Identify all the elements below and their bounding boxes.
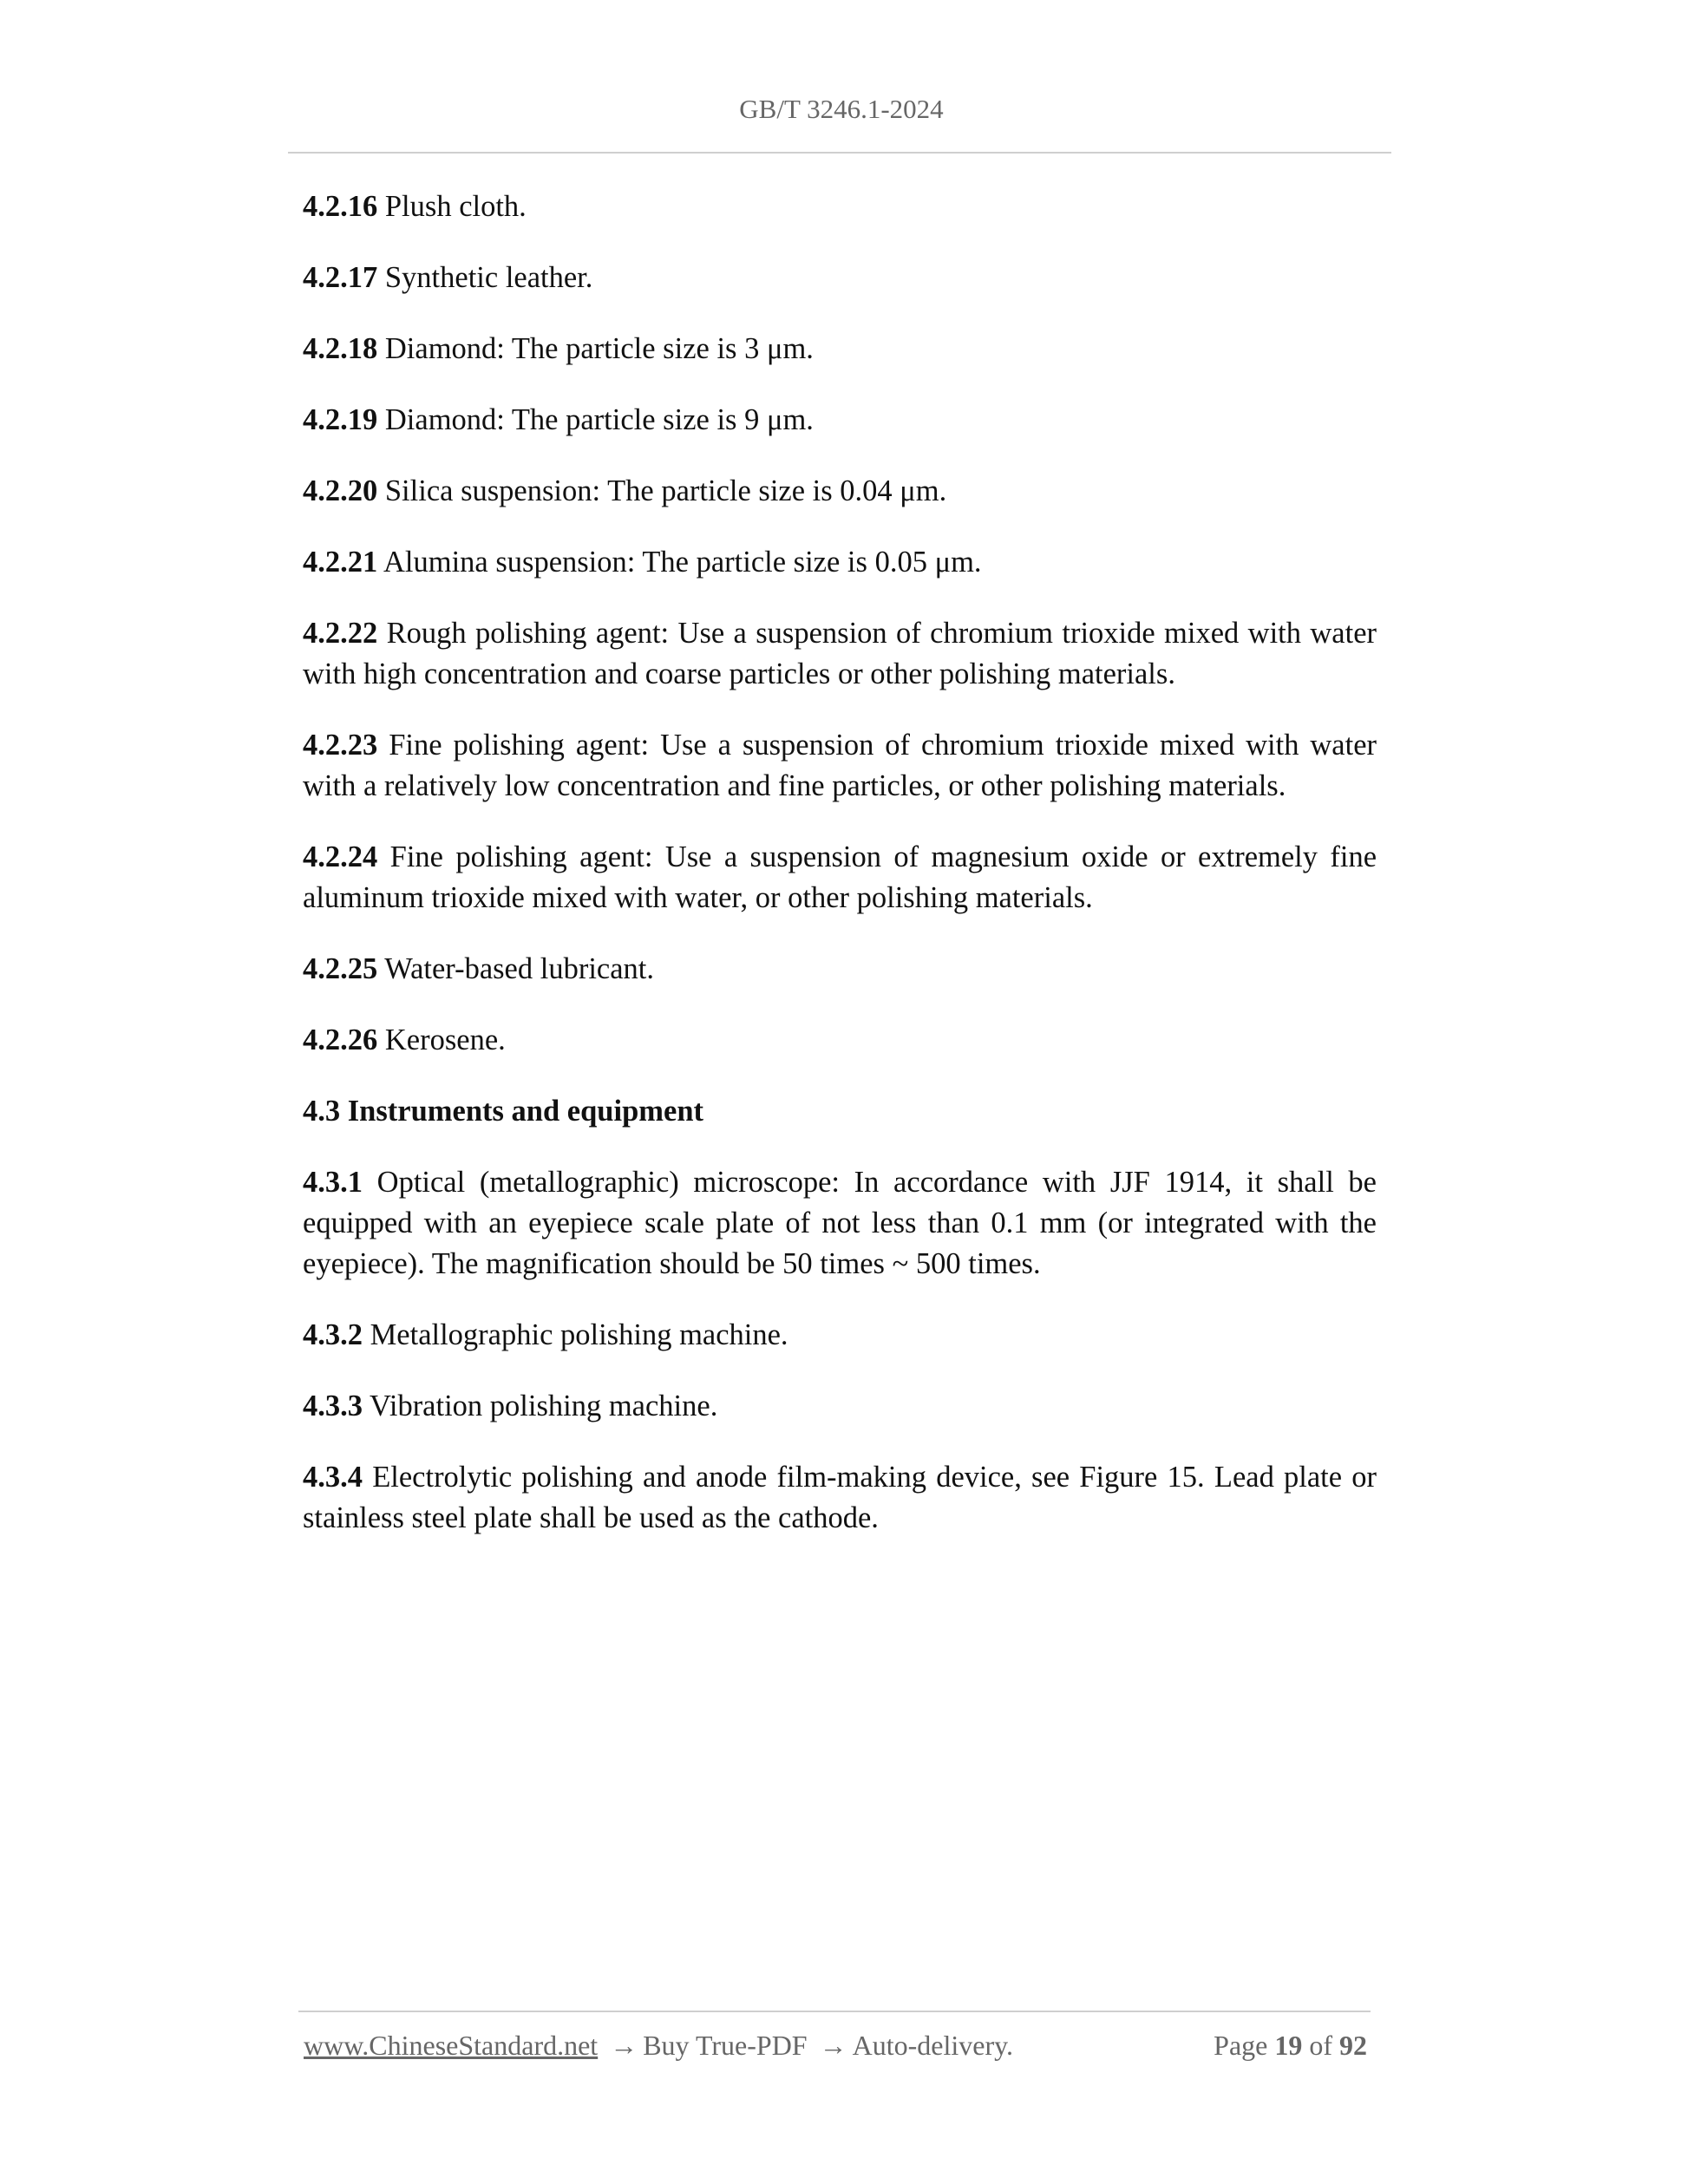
clause-4-3-1: [303, 1162, 1377, 1285]
clause-number: 4.2.25: [303, 952, 378, 985]
buy-pdf-text: Buy True-PDF: [643, 2030, 808, 2061]
clause-text: Optical (metallographic) microscope: In accordance with JJF 1914, it shall be equipped with an eyepiece scale plate of not less than 0.1 mm (or integrated with the eyepiece). The magnification should be 50 times ~ 500 times.: [303, 1166, 1377, 1280]
clause-text: Metallographic polishing machine.: [370, 1318, 788, 1351]
page-number: [1214, 2030, 1367, 2062]
clause-number: 4.3.1: [303, 1166, 363, 1199]
clause-text: Fine polishing agent: Use a suspension of chromium trioxide mixed with water with a relatively low concentration and fine particles, or other polishing materials.: [303, 729, 1377, 802]
clause-text: Water-based lubricant.: [384, 952, 654, 985]
footer-promo: [304, 2030, 1013, 2062]
clause-4-3-4: [303, 1457, 1377, 1539]
clause-number: 4.2.23: [303, 729, 378, 762]
section-heading-4-3: 4.3 Instruments and equipment: [303, 1095, 703, 1128]
clause-number: 4.2.22: [303, 617, 378, 650]
page-current: 19: [1274, 2030, 1303, 2061]
clause-4-2-21: [303, 542, 1377, 583]
clause-4-3-3: [303, 1386, 1377, 1427]
clause-4-3-2: [303, 1315, 1377, 1356]
arrow-right-icon: →: [819, 2030, 847, 2061]
page-label: Page: [1214, 2030, 1268, 2061]
clause-text: Synthetic leather.: [384, 261, 593, 294]
clause-text: Rough polishing agent: Use a suspension of chromium trioxide mixed with water with high concentration and coarse particles or other polishing materials.: [303, 617, 1377, 690]
clause-number: 4.2.18: [303, 332, 378, 365]
header-divider: [288, 152, 1391, 154]
page-header: GB/T 3246.1-2024: [739, 94, 944, 124]
site-link[interactable]: www.ChineseStandard.net: [304, 2030, 599, 2061]
clause-4-2-20: [303, 471, 1377, 512]
clause-number: 4.2.21: [303, 546, 378, 579]
clause-4-2-23: [303, 725, 1377, 807]
clause-number: 4.2.16: [303, 190, 378, 223]
clause-text: Vibration polishing machine.: [370, 1390, 718, 1422]
clause-number: 4.2.24: [303, 840, 378, 873]
footer-divider: [298, 2011, 1371, 2012]
clause-number: 4.2.26: [303, 1023, 378, 1056]
page-footer: [304, 2030, 1367, 2070]
clause-number: 4.2.17: [303, 261, 378, 294]
clause-number: 4.3.2: [303, 1318, 363, 1351]
page-total: 92: [1339, 2030, 1367, 2061]
clause-text: Electrolytic polishing and anode film-making device, see Figure 15. Lead plate or stainless steel plate shall be used as the cathode.: [303, 1461, 1377, 1534]
of-label: of: [1309, 2030, 1332, 2061]
clause-4-2-19: [303, 400, 1377, 441]
clause-number: 4.2.20: [303, 474, 378, 507]
clause-text: Fine polishing agent: Use a suspension of magnesium oxide or extremely fine aluminum trioxide mixed with water, or other polishing materials.: [303, 840, 1377, 914]
auto-delivery-text: Auto-delivery.: [852, 2030, 1014, 2061]
clause-4-2-24: [303, 837, 1377, 919]
clause-text: Alumina suspension: The particle size is 0.05 μm.: [383, 546, 982, 579]
clause-number: 4.3.4: [303, 1461, 363, 1494]
document-body: [303, 186, 1377, 1569]
clause-4-2-22: [303, 613, 1377, 695]
clause-4-2-18: [303, 329, 1377, 369]
clause-text: Plush cloth.: [384, 190, 527, 223]
clause-4-2-26: [303, 1020, 1377, 1061]
clause-4-2-16: [303, 186, 1377, 227]
clause-number: 4.2.19: [303, 403, 378, 436]
clause-text: Silica suspension: The particle size is 0.04 μm.: [384, 474, 947, 507]
clause-text: Diamond: The particle size is 9 μm.: [384, 403, 814, 436]
clause-4-2-17: [303, 258, 1377, 298]
clause-number: 4.3.3: [303, 1390, 363, 1422]
arrow-right-icon: →: [610, 2030, 638, 2061]
clause-4-2-25: [303, 949, 1377, 990]
clause-text: Diamond: The particle size is 3 μm.: [384, 332, 814, 365]
clause-text: Kerosene.: [384, 1023, 506, 1056]
